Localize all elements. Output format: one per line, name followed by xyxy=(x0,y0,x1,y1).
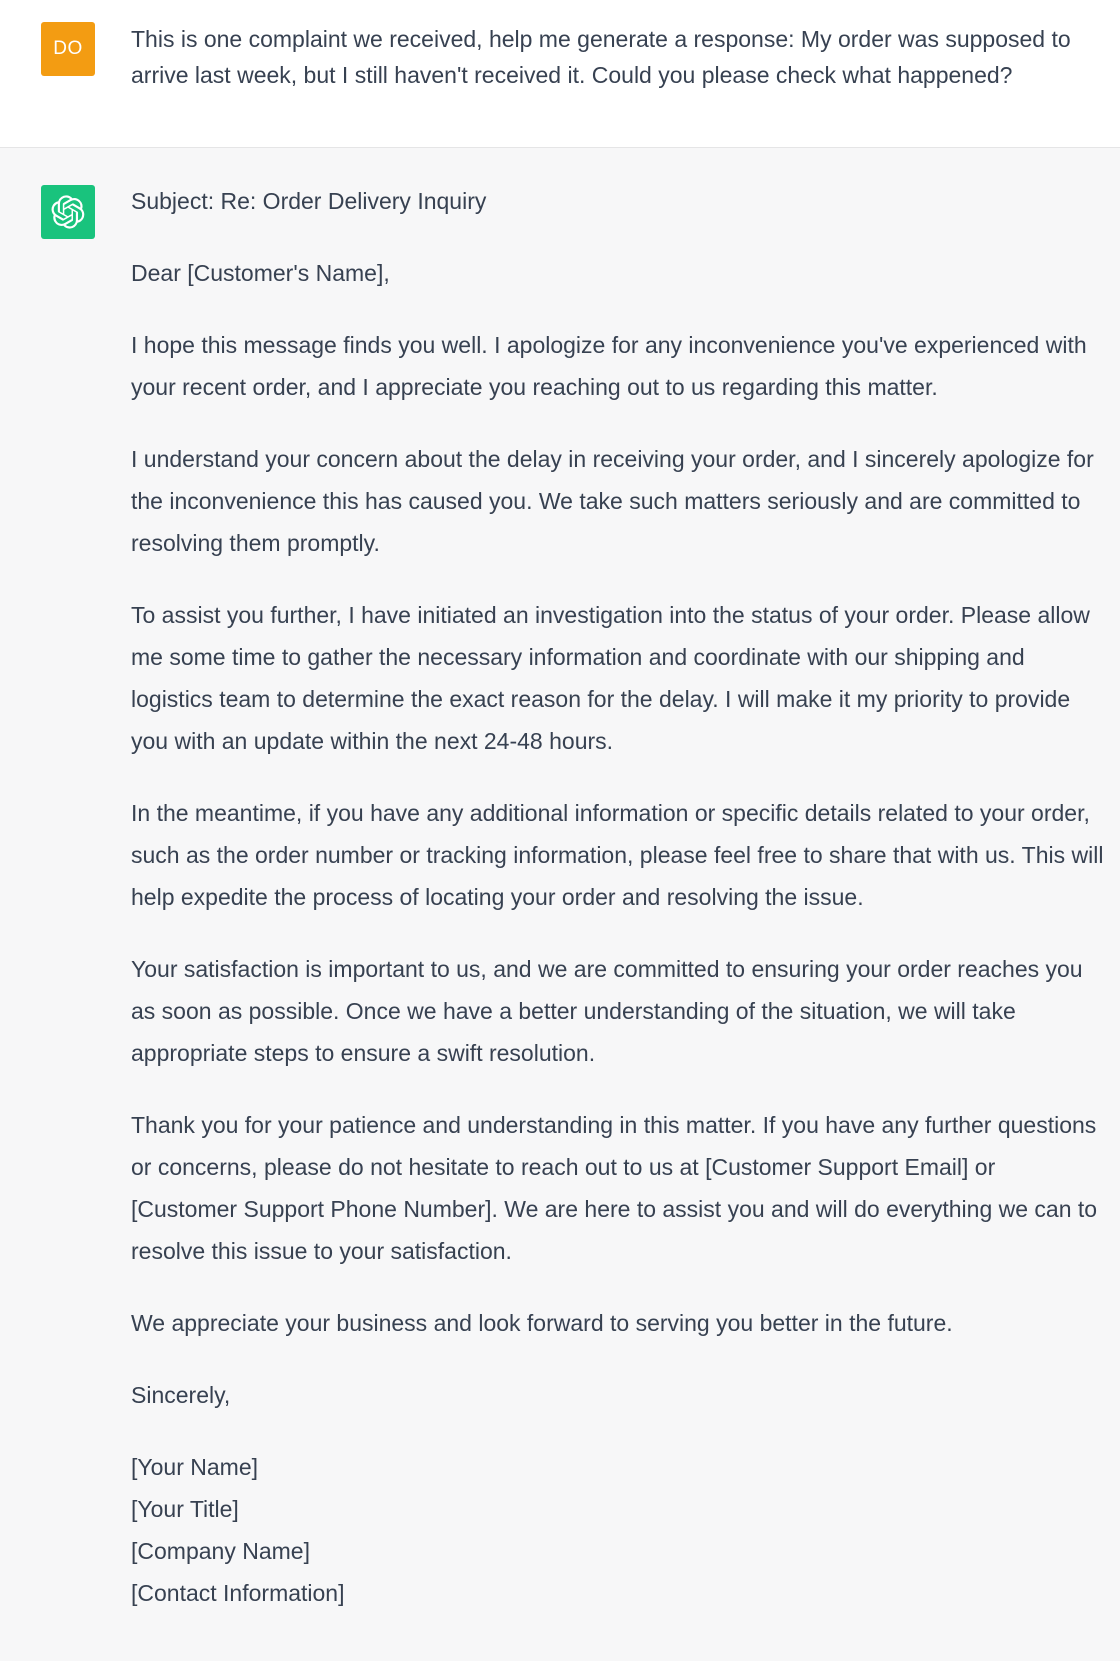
user-avatar-initials: DO xyxy=(53,38,83,59)
user-message xyxy=(0,0,1120,148)
email-paragraph: Thank you for your patience and understanding in this matter. If you have any further questions or concerns, please do not hesitate to reach out to us at [Customer Support Email] or [Customer Support Phone Number]. We are here to assist you and will do everything we can to resolve this issue to your satisfaction. xyxy=(131,1112,1098,1264)
email-paragraph: I hope this message finds you well. I apologize for any inconvenience you've experienced with your recent order, and I appreciate you reaching out to us regarding this matter. xyxy=(131,332,1087,400)
signature-line: [Your Title] xyxy=(131,1496,239,1522)
email-paragraph: I understand your concern about the delay in receiving your order, and I sincerely apologize for the inconvenience this has caused you. We take such matters seriously and are committed to resolving them promptly. xyxy=(131,446,1094,556)
openai-logo-icon xyxy=(51,195,85,229)
email-signature xyxy=(131,1446,1106,1614)
email-paragraph: Your satisfaction is important to us, and we are committed to ensuring your order reaches you as soon as possible. Once we have a better understanding of the situation, we will take appropriate steps to ensure a swift resolution. xyxy=(131,956,1083,1066)
assistant-message-body xyxy=(131,180,1106,1614)
signature-line: [Contact Information] xyxy=(131,1580,345,1606)
email-paragraph: In the meantime, if you have any additional information or specific details related to your order, such as the order number or tracking information, please feel free to share that with us. This will help expedite the process of locating your order and resolving the issue. xyxy=(131,800,1104,910)
email-closing: Sincerely, xyxy=(131,1382,231,1408)
user-message-text: This is one complaint we received, help me generate a response: My order was supposed to arrive last week, but I still haven't received it. Could you please check what happened? xyxy=(131,26,1071,88)
email-greeting: Dear [Customer's Name], xyxy=(131,260,390,286)
user-avatar xyxy=(41,22,95,76)
email-paragraph: We appreciate your business and look forward to serving you better in the future. xyxy=(131,1310,953,1336)
signature-line: [Your Name] xyxy=(131,1454,258,1480)
assistant-avatar xyxy=(41,185,95,239)
email-paragraph: To assist you further, I have initiated an investigation into the status of your order. Please allow me some time to gather the necessary information and coordinate with our shipping and logistics team to determine the exact reason for the delay. I will make it my priority to provide you with an update within the next 24-48 hours. xyxy=(131,602,1090,754)
assistant-message xyxy=(0,148,1120,1661)
signature-line: [Company Name] xyxy=(131,1538,310,1564)
email-subject: Subject: Re: Order Delivery Inquiry xyxy=(131,188,487,214)
